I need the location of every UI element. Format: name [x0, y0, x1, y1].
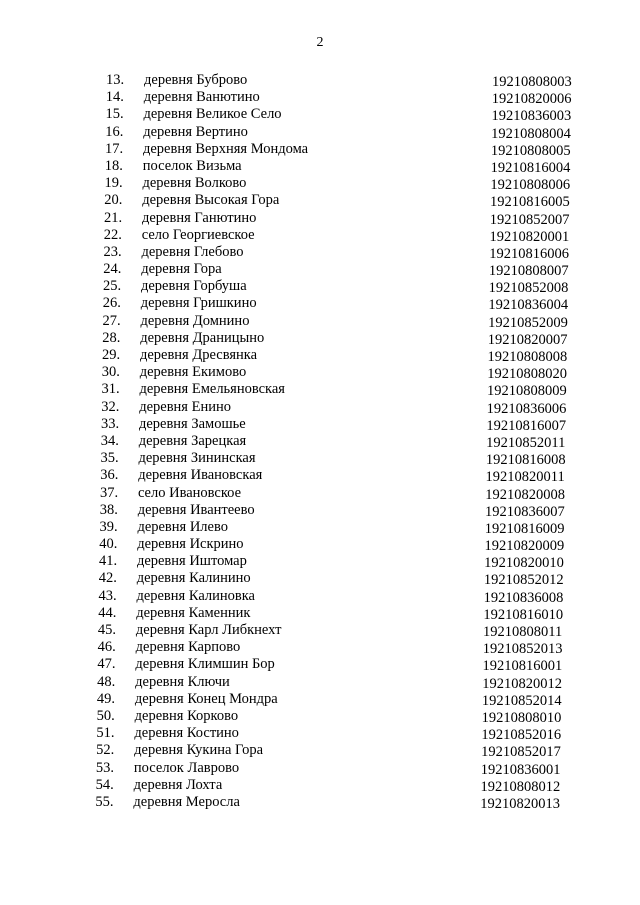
- item-number: 28.: [102, 329, 121, 346]
- settlement-name: село Ивановское: [137, 484, 242, 501]
- list-item: [0, 502, 640, 519]
- item-number: 23.: [103, 243, 122, 260]
- oktmo-code: 19210816010: [483, 606, 564, 623]
- oktmo-code: 19210808005: [490, 142, 571, 159]
- list-item: [0, 691, 640, 708]
- settlement-name: деревня Ключи: [135, 673, 230, 690]
- list-item: [0, 794, 640, 811]
- oktmo-code: 19210808012: [480, 778, 561, 795]
- settlement-name: деревня Карл Либкнехт: [135, 622, 282, 638]
- list-item: [0, 450, 640, 467]
- item-number: 16.: [105, 123, 124, 140]
- oktmo-code: 19210852007: [489, 211, 570, 228]
- oktmo-code: 19210836003: [491, 108, 572, 125]
- item-number: 22.: [103, 226, 122, 243]
- item-number: 33.: [100, 415, 120, 432]
- item-number: 21.: [103, 209, 123, 226]
- settlement-name: деревня Ивантеево: [137, 501, 255, 518]
- oktmo-code: 19210820001: [489, 228, 570, 245]
- list-item: [0, 656, 640, 673]
- settlement-name: поселок Визьма: [142, 157, 242, 174]
- item-number: 50.: [96, 707, 115, 724]
- oktmo-code: 19210820011: [485, 469, 565, 486]
- settlement-name: деревня Калинино: [136, 570, 251, 587]
- oktmo-code: 19210820013: [480, 795, 560, 812]
- settlement-name: деревня Костино: [134, 725, 239, 742]
- item-number: 13.: [106, 72, 125, 88]
- settlement-name: село Георгиевское: [141, 226, 255, 243]
- item-number: 36.: [100, 467, 119, 484]
- list-item: [0, 381, 640, 398]
- item-number: 24.: [103, 261, 122, 278]
- list-item: [0, 588, 640, 605]
- oktmo-code: 19210836004: [488, 297, 569, 314]
- oktmo-code: 19210820006: [491, 91, 572, 108]
- item-number: 37.: [99, 484, 119, 501]
- item-number: 29.: [101, 347, 121, 363]
- item-number: 48.: [97, 673, 116, 690]
- settlement-name: деревня Домнино: [140, 312, 250, 329]
- list-item: [0, 175, 640, 192]
- settlement-name: деревня Калиновка: [136, 587, 255, 604]
- item-number: 52.: [96, 742, 115, 759]
- oktmo-code: 19210808010: [481, 709, 562, 726]
- item-number: 15.: [105, 106, 124, 123]
- oktmo-code: 19210852011: [486, 434, 566, 451]
- list-item: [0, 364, 640, 381]
- list-item: [0, 124, 640, 141]
- oktmo-code: 19210852013: [482, 641, 563, 658]
- settlement-name: деревня Гора: [141, 261, 222, 278]
- settlement-name: деревня Корково: [134, 707, 239, 724]
- list-item: [0, 639, 640, 656]
- oktmo-code: 19210816007: [486, 417, 567, 434]
- oktmo-code: 19210816009: [484, 520, 565, 537]
- list-item: [0, 519, 640, 536]
- list-item: [0, 261, 640, 278]
- item-number: 41.: [98, 553, 118, 570]
- item-number: 17.: [104, 140, 124, 157]
- oktmo-code: 19210820008: [485, 486, 566, 503]
- list-item: [0, 330, 640, 347]
- settlement-name: поселок Лаврово: [133, 759, 240, 776]
- item-number: 32.: [101, 398, 120, 415]
- list-item: [0, 777, 640, 794]
- settlement-name: деревня Карпово: [135, 639, 241, 656]
- list-item: [0, 622, 640, 639]
- settlement-name: деревня Буброво: [144, 72, 248, 88]
- list-item: [0, 760, 640, 777]
- settlement-name: деревня Климшин Бор: [135, 656, 275, 673]
- oktmo-code: 19210808006: [490, 177, 571, 194]
- item-number: 31.: [101, 381, 120, 398]
- oktmo-code: 19210820009: [484, 538, 565, 555]
- oktmo-code: 19210852016: [481, 727, 562, 744]
- item-number: 19.: [104, 175, 123, 192]
- list-item: [0, 605, 640, 622]
- item-number: 47.: [97, 656, 116, 673]
- list-item: [0, 485, 640, 502]
- oktmo-code: 19210836006: [486, 400, 567, 417]
- list-item: [0, 433, 640, 450]
- list-item: [0, 313, 640, 330]
- oktmo-code: 19210816006: [489, 245, 569, 262]
- list-item: [0, 227, 640, 244]
- list-item: [0, 399, 640, 416]
- item-number: 40.: [99, 536, 118, 553]
- list-item: [0, 674, 640, 691]
- oktmo-code: 19210852008: [488, 280, 569, 297]
- settlement-name: деревня Кукина Гора: [134, 742, 264, 759]
- settlement-name: деревня Драницыно: [140, 329, 265, 346]
- item-number: 14.: [105, 89, 124, 106]
- settlement-name: деревня Великое Село: [143, 106, 282, 123]
- item-number: 49.: [96, 690, 116, 707]
- oktmo-code: 19210816004: [490, 159, 571, 176]
- item-number: 53.: [95, 759, 115, 776]
- settlement-name: деревня Меросла: [133, 793, 240, 810]
- oktmo-code: 19210808020: [487, 366, 567, 383]
- list-item: [0, 553, 640, 570]
- settlement-name: деревня Илево: [137, 518, 228, 535]
- list-item: [0, 467, 640, 484]
- settlement-name: деревня Горбуша: [140, 278, 247, 295]
- list-item: [0, 347, 640, 364]
- settlement-name: деревня Лохта: [133, 776, 223, 793]
- item-number: 18.: [104, 157, 123, 174]
- oktmo-code: 19210808003: [492, 74, 572, 90]
- settlement-name: деревня Гришкино: [140, 295, 257, 312]
- settlement-name: деревня Искрино: [137, 536, 244, 553]
- oktmo-code: 19210852017: [481, 744, 561, 761]
- settlement-name: деревня Вертино: [143, 123, 248, 140]
- item-number: 45.: [97, 622, 117, 638]
- item-number: 54.: [95, 776, 114, 793]
- list-item: [0, 416, 640, 433]
- settlement-name: деревня Екимово: [139, 364, 247, 381]
- item-number: 34.: [100, 432, 119, 449]
- oktmo-code: 19210852014: [481, 692, 562, 709]
- oktmo-code: 19210808007: [488, 263, 569, 280]
- oktmo-code: 19210852009: [488, 314, 568, 331]
- settlement-name: деревня Емельяновская: [139, 381, 285, 398]
- item-number: 46.: [97, 639, 116, 656]
- oktmo-code: 19210816008: [485, 452, 566, 469]
- oktmo-code: 19210808009: [486, 383, 567, 400]
- list-item: [0, 158, 640, 175]
- item-number: 44.: [98, 604, 117, 621]
- item-number: 51.: [96, 725, 115, 742]
- oktmo-code: 19210836008: [483, 589, 564, 606]
- list-item: [0, 192, 640, 209]
- list-item: [0, 708, 640, 725]
- list-item: [0, 295, 640, 312]
- list-item: [0, 141, 640, 158]
- list-item: [0, 278, 640, 295]
- oktmo-code: 19210820012: [482, 675, 562, 692]
- oktmo-code: 19210808008: [487, 349, 568, 365]
- list-item: [0, 210, 640, 227]
- settlement-name: деревня Енино: [139, 398, 231, 415]
- oktmo-code: 19210820007: [487, 331, 568, 348]
- oktmo-code: 19210816001: [482, 658, 563, 675]
- item-number: 25.: [102, 278, 122, 295]
- settlement-name: деревня Дресвянка: [139, 347, 258, 363]
- item-number: 38.: [99, 501, 118, 518]
- item-number: 43.: [98, 587, 117, 604]
- list-item: [0, 570, 640, 587]
- oktmo-code: 19210836007: [485, 503, 565, 520]
- oktmo-code: 19210808004: [491, 125, 571, 142]
- settlement-name: деревня Глебово: [141, 243, 244, 260]
- oktmo-code: 19210816005: [490, 194, 570, 211]
- item-number: 30.: [101, 364, 120, 381]
- settlement-name: деревня Высокая Гора: [142, 192, 280, 209]
- item-number: 20.: [104, 192, 123, 209]
- list-item: [0, 725, 640, 742]
- item-number: 55.: [95, 793, 114, 810]
- oktmo-code: 19210808011: [483, 624, 563, 640]
- settlement-name: деревня Иштомар: [136, 553, 247, 570]
- list-item: [0, 742, 640, 759]
- list-item: [0, 244, 640, 261]
- list-item: [0, 89, 640, 106]
- settlement-name: деревня Конец Мондра: [134, 690, 278, 707]
- settlement-name: деревня Каменник: [136, 604, 251, 621]
- settlement-list: [0, 72, 640, 811]
- oktmo-code: 19210820010: [484, 555, 564, 572]
- item-number: 26.: [102, 295, 121, 312]
- page-number: 2: [316, 35, 324, 50]
- settlement-name: деревня Волково: [142, 175, 247, 192]
- item-number: 27.: [102, 312, 121, 329]
- settlement-name: деревня Замошье: [138, 415, 246, 432]
- list-item: [0, 536, 640, 553]
- settlement-name: деревня Ганютино: [141, 209, 257, 226]
- item-number: 35.: [100, 450, 119, 467]
- settlement-name: деревня Верхняя Мондома: [142, 140, 309, 157]
- settlement-name: деревня Ивановская: [138, 467, 263, 484]
- oktmo-code: 19210852012: [483, 572, 564, 589]
- list-item: [0, 106, 640, 123]
- oktmo-code: 19210836001: [480, 761, 561, 778]
- settlement-name: деревня Зарецкая: [138, 432, 247, 449]
- item-number: 42.: [98, 570, 117, 587]
- item-number: 39.: [99, 518, 118, 535]
- settlement-name: деревня Зининская: [138, 450, 256, 467]
- list-item: [0, 72, 640, 89]
- settlement-name: деревня Ванютино: [143, 89, 260, 106]
